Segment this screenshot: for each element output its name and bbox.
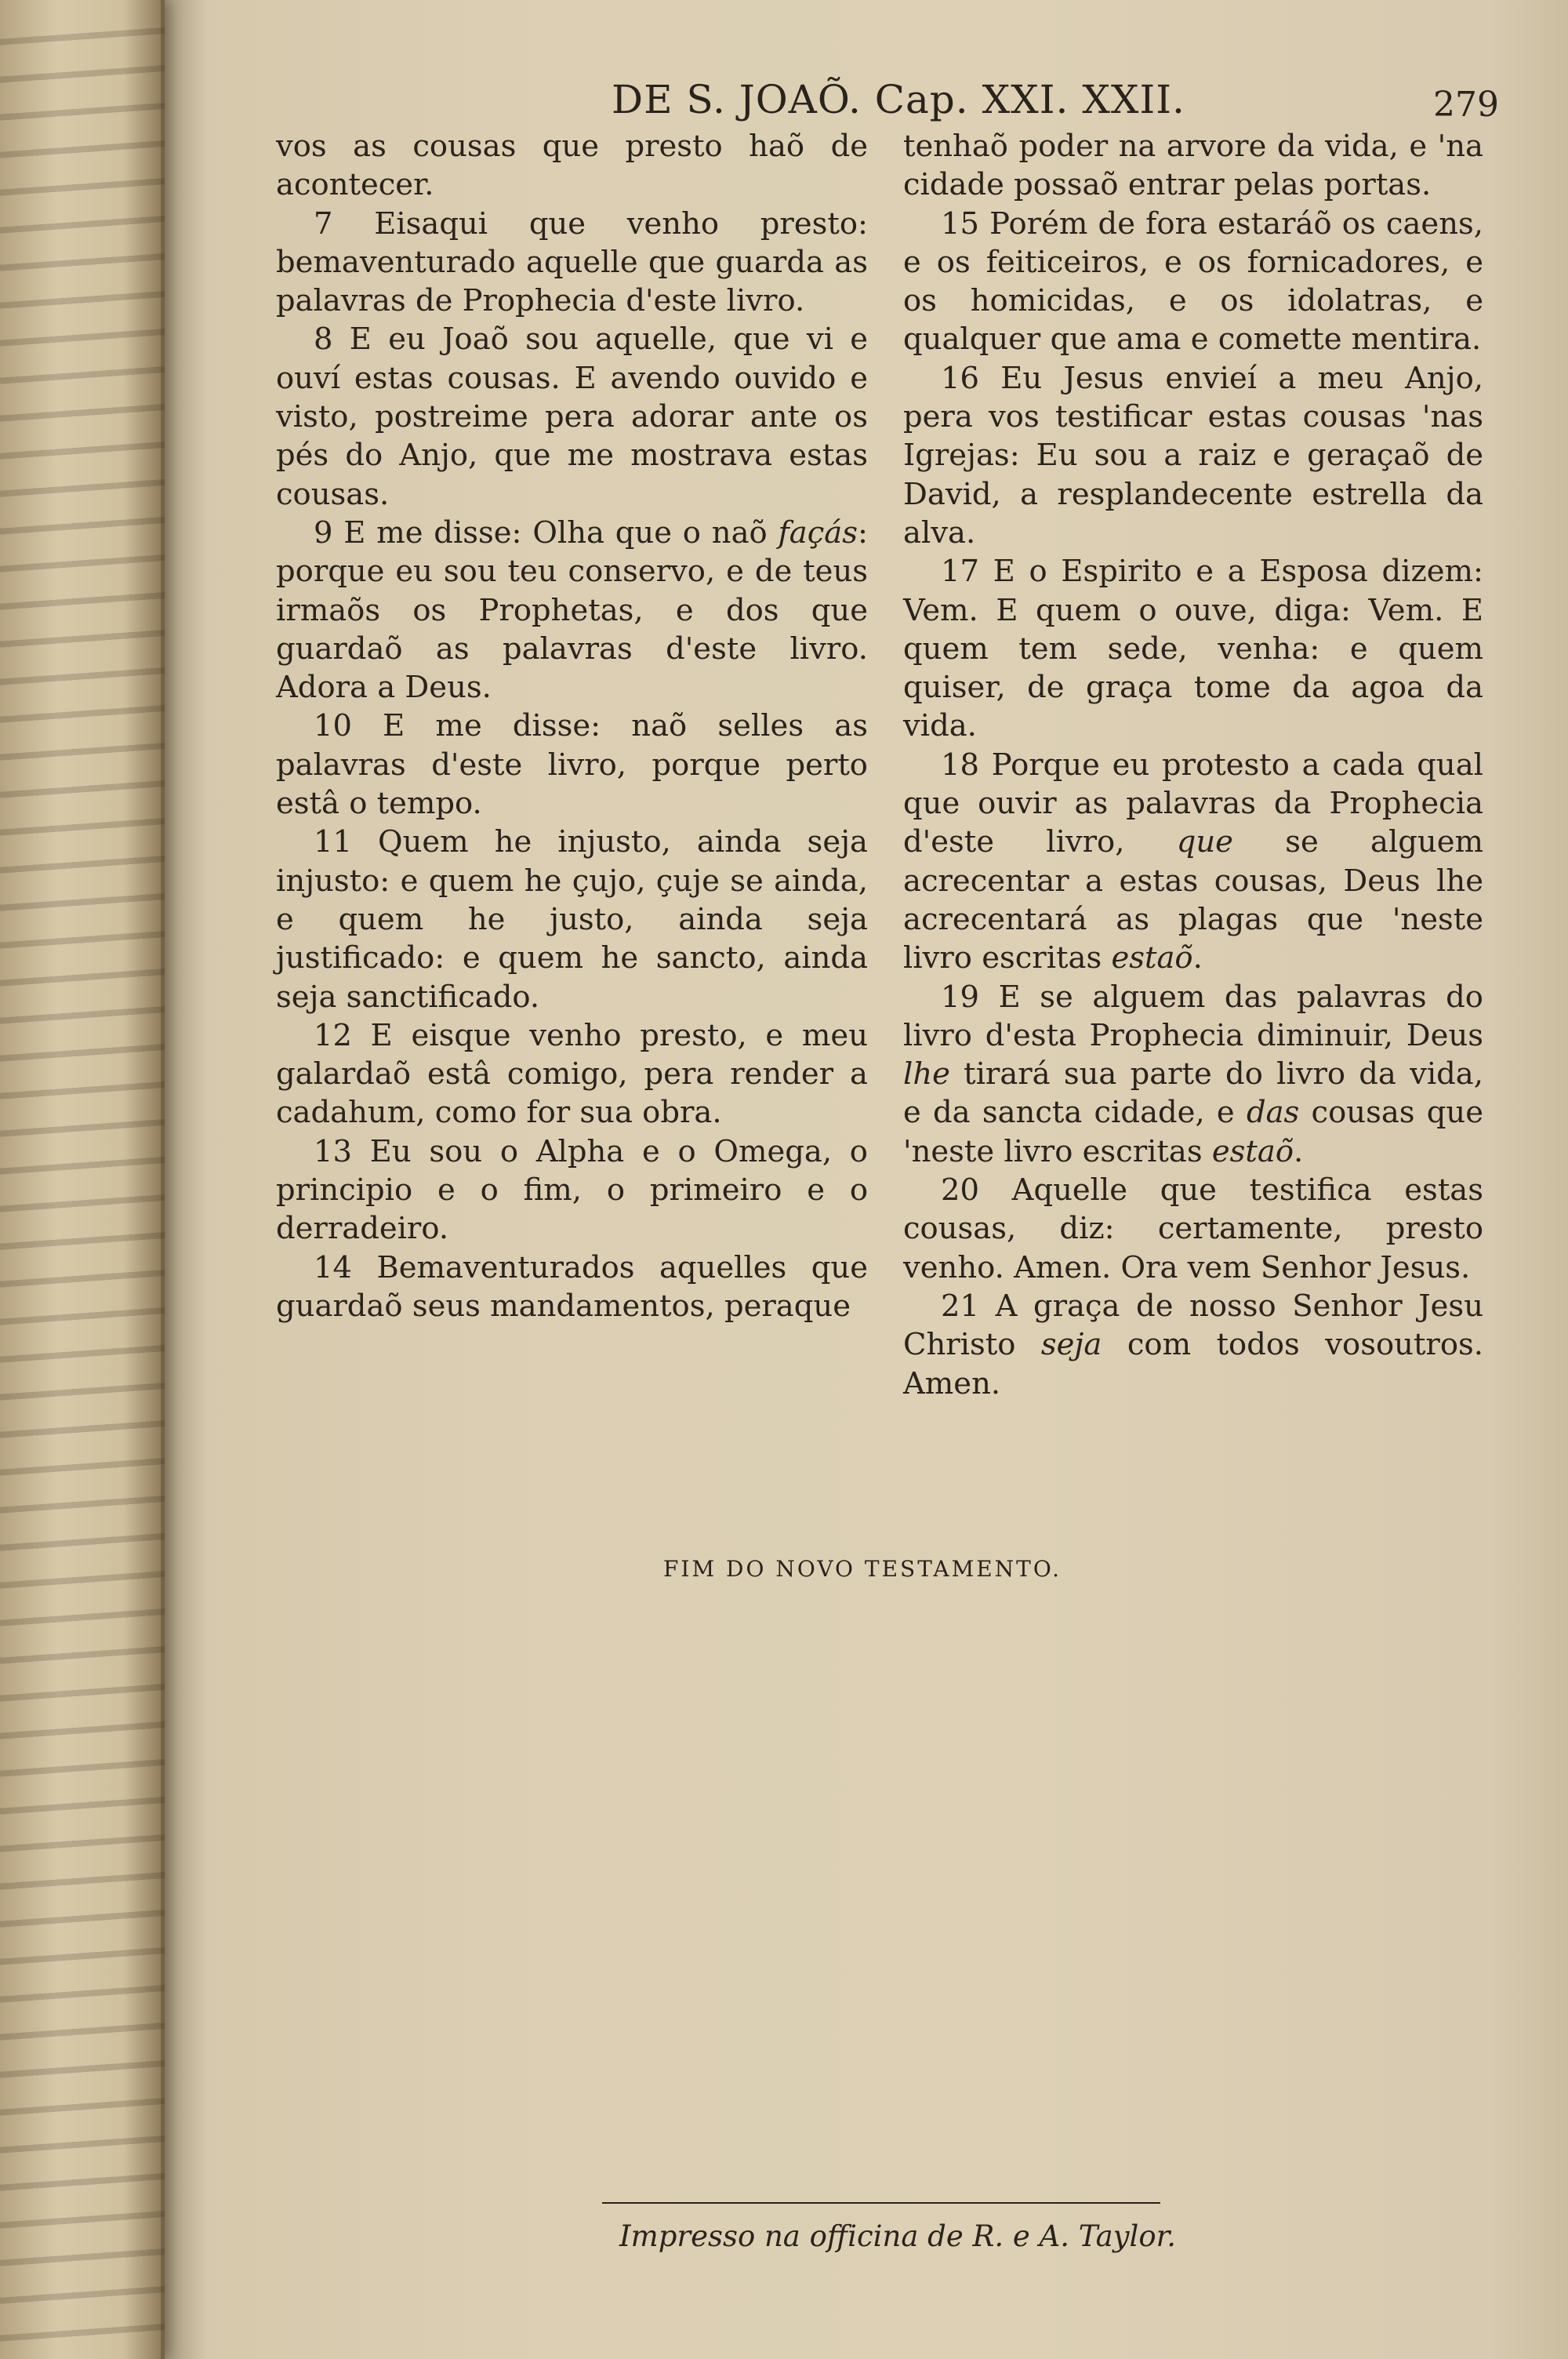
verse-21-text-a: 21 A graça de nosso Senhor Jesu Christo (903, 1288, 1483, 1363)
verse-18-text-c: . (1192, 940, 1203, 976)
verse-13: 13 Eu sou o Alpha e o Omega, o principio e o fim, o primeiro e o derradeiro. (276, 1133, 868, 1247)
verse-9-text-a: 9 E me disse: Olha que o naõ (314, 514, 768, 551)
end-heading: FIM DO NOVO TESTAMENTO. (663, 1556, 1062, 1582)
verse-19 (903, 978, 1483, 1171)
verse-18-text-a: 18 Porque eu protesto a cada qual que ouvir as palavras da Prophecia d'este livro, (903, 747, 1483, 860)
running-head: DE S. JOAÕ. Cap. XXI. XXII. (612, 77, 1185, 122)
verse-9-text-b: : porque eu sou teu conservo, e de teus irmaõs os Prophetas, e dos que guardaõ as palavras d'este livro. Adora a Deus. (276, 514, 868, 706)
verse-21-italic: seja (1040, 1327, 1102, 1363)
verse-6-continuation: vos as cousas que presto haõ de acontecer. (276, 129, 868, 203)
verse-19-text-b: tirará sua parte do livro da vida, e da sancta cidade, e (903, 1056, 1483, 1131)
verse-19-italic-2: das (1246, 1095, 1300, 1131)
left-column (276, 127, 868, 1325)
verse-18 (903, 746, 1483, 978)
verse-21-text-b: com todos vosoutros. Amen. (903, 1327, 1483, 1401)
verse-14-continuation: tenhaõ poder na arvore da vida, e 'na cidade possaõ entrar pelas portas. (903, 129, 1483, 203)
verse-17: 17 E o Espirito e a Esposa dizem: Vem. E quem o ouve, diga: Vem. E quem tem sede, venha: e quem quiser, de graça tome da agoa da vida. (903, 554, 1483, 744)
verse-18-italic-1: que (1176, 824, 1233, 860)
verse-19-text-c: cousas que 'neste livro escritas (903, 1095, 1483, 1169)
facing-page-text-blur (0, 25, 165, 2359)
verse-9-italic: façás (778, 514, 858, 551)
verse-19-text-a: 19 E se alguem das palavras do livro d'esta Prophecia diminuir, Deus (903, 979, 1483, 1053)
verse-7: 7 Eisaqui que venho presto: bemaventurado aquelle que guarda as palavras de Prophecia d'este livro. (276, 205, 868, 319)
verse-21 (903, 1287, 1483, 1403)
verse-11: 11 Quem he injusto, ainda seja injusto: e quem he çujo, çuje se ainda, e quem he justo, ainda seja justificado: e quem he sancto, ainda seja sanctificado. (276, 824, 868, 1015)
verse-20: 20 Aquelle que testifica estas cousas, diz: certamente, presto venho. Amen. Ora vem Senhor Jesus. (903, 1172, 1483, 1285)
verse-12: 12 E eisque venho presto, e meu galardaõ estâ comigo, pera render a cadahum, como for sua obra. (276, 1017, 868, 1131)
gutter-shadow (161, 0, 208, 2359)
verse-9 (276, 514, 868, 707)
verse-14: 14 Bemaventurados aquelles que guardaõ seus mandamentos, peraque (276, 1249, 868, 1324)
right-column (903, 127, 1483, 1403)
verse-18-text-b: se alguem acrecentar a estas cousas, Deus lhe acrecentará as plagas que 'neste livro escritas (903, 824, 1483, 976)
verse-19-italic-1: lhe (903, 1056, 950, 1092)
verse-18-italic-2: estaõ (1111, 940, 1193, 976)
verse-16: 16 Eu Jesus envieí a meu Anjo, pera vos testificar estas cousas 'nas Igrejas: Eu sou a raiz e geraçaõ de David, a resplandecente estrella da alva. (903, 360, 1483, 551)
page-number: 279 (1433, 85, 1499, 125)
imprint-rule (602, 2202, 1160, 2204)
verse-15: 15 Porém de fora estaráõ os caens, e os feiticeiros, e os fornicadores, e os homicidas, e os idolatras, e qualquer que ama e comette mentira. (903, 205, 1483, 358)
facing-page-edge (0, 0, 165, 2359)
imprint: Impresso na officina de R. e A. Taylor. (619, 2219, 1177, 2253)
verse-10: 10 E me disse: naõ selles as palavras d'este livro, porque perto estâ o tempo. (276, 708, 868, 822)
verse-19-italic-3: estaõ (1211, 1133, 1294, 1169)
verse-8: 8 E eu Joaõ sou aquelle, que vi e ouví estas cousas. E avendo ouvido e visto, postreime pera adorar ante os pés do Anjo, que me mostrava estas cousas. (276, 322, 868, 512)
verse-19-text-d: . (1294, 1133, 1304, 1169)
